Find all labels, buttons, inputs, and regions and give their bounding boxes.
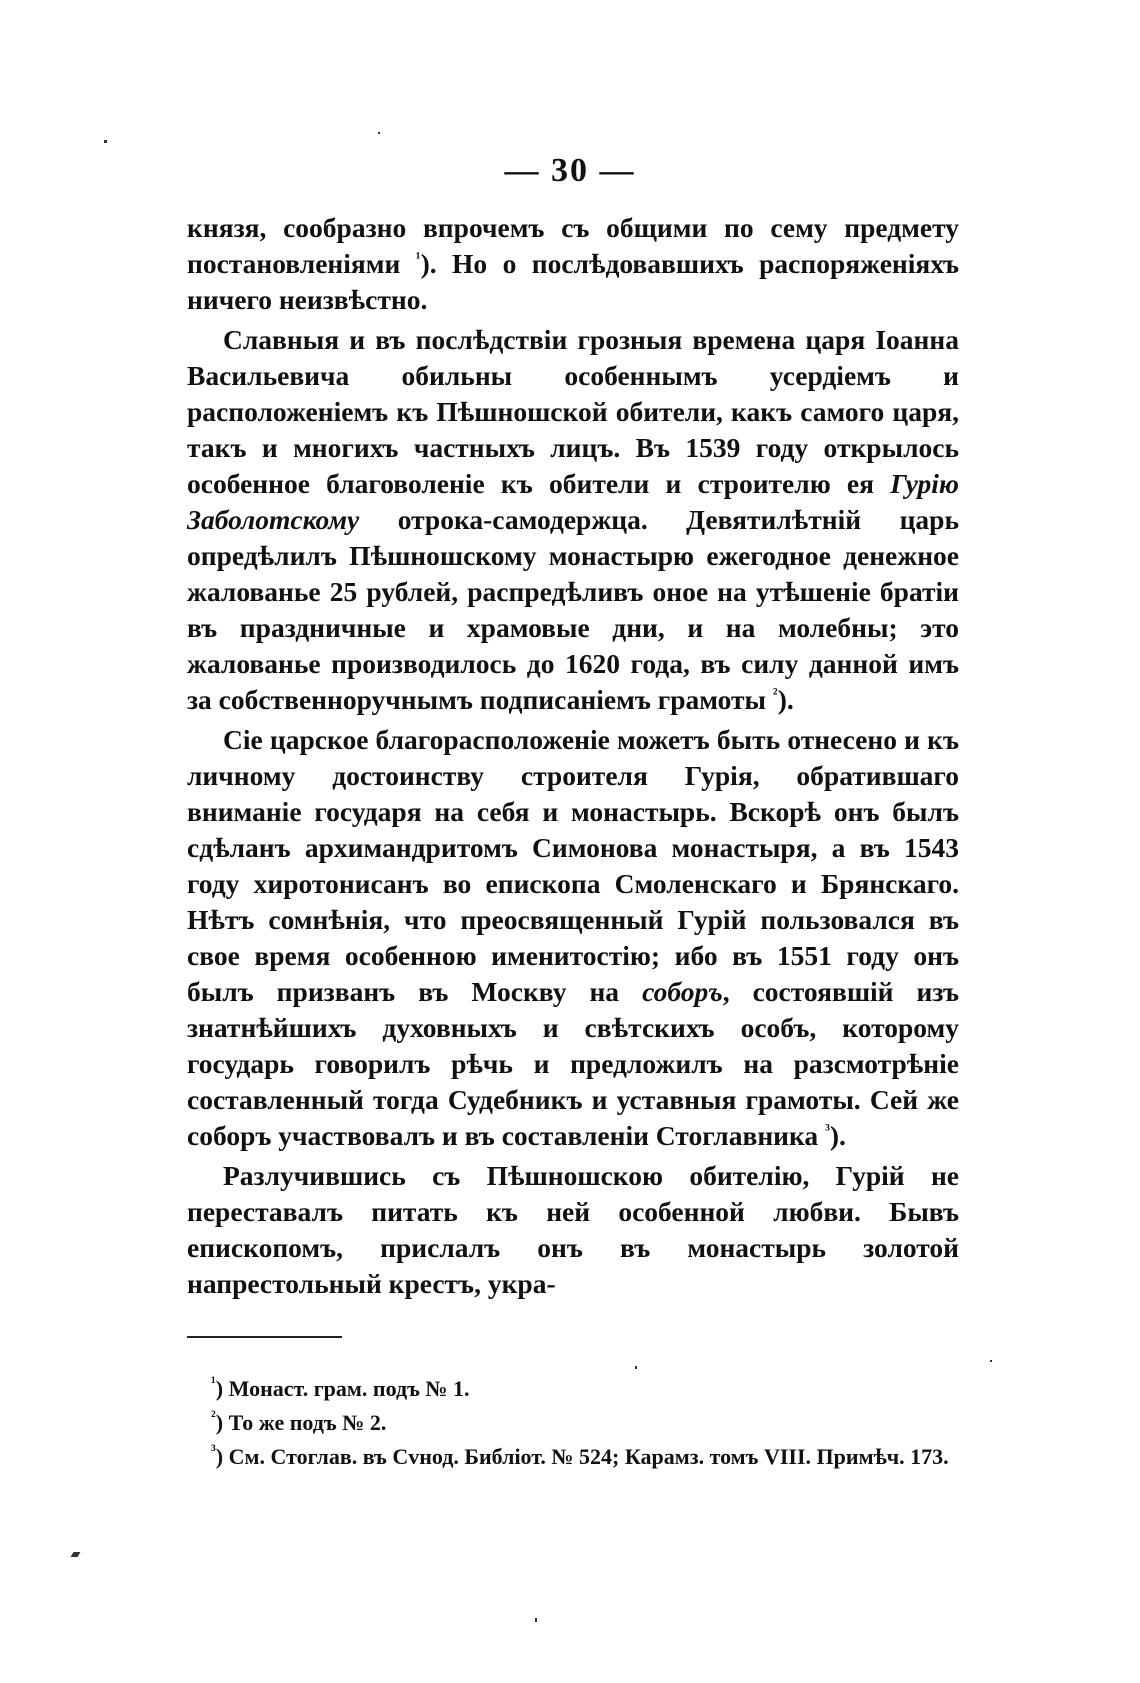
paragraph-4-text: Разлучившись съ Пѣшношскою обителію, Гурій не переставалъ питать къ ней особенной любви. Бывъ епископомъ, прислалъ онъ въ монастырь золотой напрестольный крестъ, укра- (187, 1160, 959, 1299)
paragraph-3-italic: соборъ (642, 976, 723, 1007)
paragraph-3 (187, 722, 959, 1154)
footnote-3-marker: ³ (211, 1442, 216, 1460)
footnote-2-marker: ² (211, 1408, 216, 1426)
scan-speck (104, 140, 107, 143)
footnote-divider (187, 1336, 342, 1338)
paragraph-3-text-middle: , состоявшій изъ знатнѣйшихъ духовныхъ и свѣтскихъ особъ, которому государь говорилъ рѣчь и предложилъ на разсмотрѣніе составленный тогда Судебникъ и уставныя грамоты. Сей же соборъ участвовалъ и въ составленіи Стоглавника (187, 976, 959, 1151)
paragraph-3-text-end: ). (829, 1120, 846, 1151)
footnote-ref-3: ³ (825, 1121, 830, 1139)
footnote-1-marker: ¹ (211, 1374, 216, 1392)
footnote-3 (187, 1440, 959, 1474)
footnote-ref-1: ¹ (415, 249, 421, 267)
footnote-2 (187, 1406, 959, 1440)
footnotes (187, 1372, 959, 1474)
scan-speck (990, 1360, 992, 1362)
scan-speck (535, 1618, 537, 1622)
scan-speck (71, 1552, 81, 1557)
paragraph-2-text: Славныя и въ послѣдствіи грозныя времена царя Іоанна Васильевича обильны особеннымъ усердіемъ и расположеніемъ къ Пѣшношской обители, какъ самого царя, такъ и многихъ частныхъ лицъ. Въ 1539 году открылось особенное благоволеніе къ обители и строителю ея (187, 324, 959, 499)
footnote-1-text: ) Монаст. грам. подъ № 1. (215, 1376, 470, 1401)
footnote-ref-2: ² (772, 685, 778, 703)
paragraph-2-text-end: ). (777, 684, 794, 715)
paragraph-1-text-end: ). Но о послѣдовавшихъ распоряженіяхъ ничего неизвѣстно. (187, 248, 959, 315)
paragraph-2 (187, 322, 959, 718)
paragraph-1 (187, 210, 959, 318)
scan-speck (378, 132, 380, 134)
footnote-3-text: ) См. Стоглав. въ Сvнод. Библіот. № 524; Карамз. томъ VIII. Примѣч. 173. (215, 1444, 949, 1469)
footnote-1 (187, 1372, 959, 1406)
scan-speck (635, 1366, 637, 1369)
main-text (187, 210, 959, 1306)
paragraph-2-text-middle: отрока-самодержца. Девятилѣтній царь опредѣлилъ Пѣшношскому монастырю ежегодное денежное жалованье 25 рублей, распредѣливъ оное на утѣшеніе братіи въ праздничные и храмовые дни, и на молебны; это жалованье производилось до 1620 года, въ силу данной имъ за собственноручнымъ подписаніемъ грамоты (187, 504, 959, 715)
paragraph-4 (187, 1158, 959, 1302)
paragraph-2-italic: Гурію Заболотскому (187, 468, 959, 535)
page-number: — 30 — (504, 152, 636, 189)
paragraph-1-text: князя, сообразно впрочемъ съ общими по сему предмету постановленіями (187, 212, 959, 279)
paragraph-3-text: Сіе царское благорасположеніе можетъ быть отнесено и къ личному достоинству строителя Гурія, обратившаго вниманіе государя на себя и монастырь. Вскорѣ онъ былъ сдѣланъ архимандритомъ Симонова монастыря, а въ 1543 году хиротонисанъ во епископа Смоленскаго и Брянскаго. Нѣтъ сомнѣнія, что преосвященный Гурій пользовался въ свое время особенною именитостію; ибо въ 1551 году онъ былъ призванъ въ Москву на (187, 724, 959, 1007)
footnote-2-text: ) То же подъ № 2. (215, 1410, 387, 1435)
